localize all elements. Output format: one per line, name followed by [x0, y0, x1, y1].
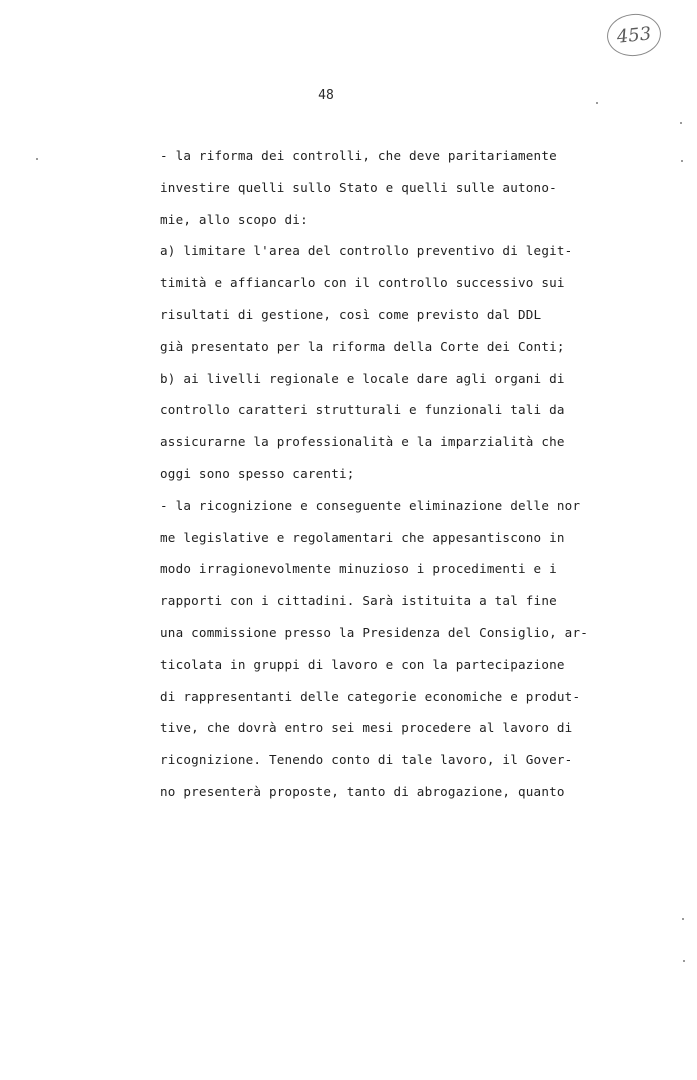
- archive-page-stamp: 453: [605, 11, 663, 58]
- text-line: risultati di gestione, così come previsto dal DDL: [160, 306, 542, 322]
- text-line: già presentato per la riforma della Corte dei Conti;: [160, 338, 565, 354]
- text-line: - la riforma dei controlli, che deve paritariamente: [160, 148, 557, 163]
- text-line: una commissione presso la Presidenza del Consiglio, ar-: [160, 624, 589, 640]
- text-line: timità e affiancarlo con il controllo successivo sui: [160, 275, 565, 291]
- text-line: tive, che dovrà entro sei mesi procedere al lavoro di: [160, 720, 573, 736]
- text-line: rapporti con i cittadini. Sarà istituita a tal fine: [160, 593, 557, 609]
- text-line: ticolata in gruppi di lavoro e con la partecipazione: [160, 656, 565, 672]
- text-line: oggi sono spesso carenti;: [160, 465, 355, 481]
- text-line: no presenterà proposte, tanto di abrogazione, quanto: [160, 783, 565, 799]
- text-line: b) ai livelli regionale e locale dare agli organi di: [160, 370, 565, 386]
- scan-speck: [596, 102, 598, 104]
- text-line: investire quelli sullo Stato e quelli sulle autono-: [160, 179, 557, 195]
- text-line: a) limitare l'area del controllo preventivo di legit-: [160, 243, 573, 259]
- text-line: modo irragionevolmente minuzioso i procedimenti e i: [160, 561, 557, 577]
- scan-speck: [683, 960, 685, 962]
- scan-speck: [680, 122, 682, 124]
- scan-speck: [682, 918, 684, 920]
- text-line: ricognizione. Tenendo conto di tale lavoro, il Gover-: [160, 752, 573, 768]
- scan-speck: [36, 158, 38, 160]
- text-line: assicurarne la professionalità e la imparzialità che: [160, 434, 565, 450]
- text-line: - la ricognizione e conseguente eliminazione delle nor: [160, 497, 581, 513]
- page-number: 48: [318, 88, 334, 103]
- text-line: mie, allo scopo di:: [160, 211, 308, 227]
- scan-speck: [681, 160, 683, 162]
- text-line: di rappresentanti delle categorie economiche e produt-: [160, 688, 581, 704]
- text-line: controllo caratteri strutturali e funzionali tali da: [160, 402, 565, 418]
- text-line: me legislative e regolamentari che appesantiscono in: [160, 529, 565, 545]
- body-text: [160, 145, 600, 813]
